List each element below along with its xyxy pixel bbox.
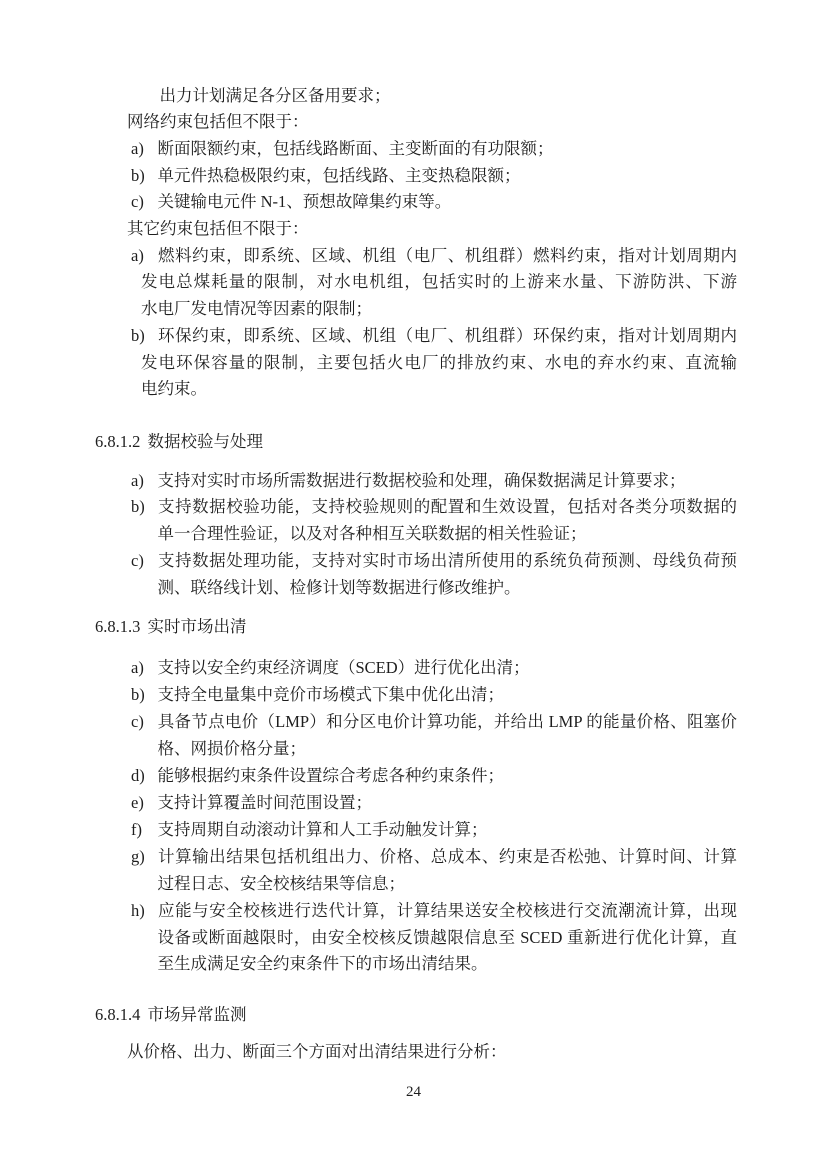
list-marker: g) — [131, 846, 145, 866]
list-item-line — [131, 322, 737, 349]
list-marker: a) — [131, 657, 144, 677]
paragraph-line — [141, 375, 207, 402]
list-marker: e) — [131, 792, 144, 812]
line-text: 关键输电元件 N-1、预想故障集约束等。 — [157, 192, 452, 212]
page-number: 24 — [406, 1084, 421, 1100]
line-text: 应能与安全校核进行迭代计算，计算结果送安全校核进行交流潮流计算，出现 — [157, 900, 737, 920]
list-marker: c) — [131, 711, 144, 731]
line-text: 6.8.1.2 数据校验与处理 — [95, 432, 263, 451]
line-text: 支持全电量集中竞价市场模式下集中优化出清； — [157, 684, 504, 704]
line-text: 6.8.1.4 市场异常监测 — [95, 1004, 247, 1024]
list-marker: a) — [131, 245, 144, 265]
line-text: 从价格、出力、断面三个方面对出清结果进行分析： — [127, 1041, 507, 1061]
paragraph-line — [141, 295, 372, 322]
line-text: 单一合理性验证，以及对各种相互关联数据的相关性验证； — [157, 523, 587, 543]
line-text: 具备节点电价（LMP）和分区电价计算功能，并给出 LMP 的能量价格、阻塞价 — [157, 711, 737, 731]
line-text: 水电厂发电情况等因素的限制； — [141, 299, 372, 319]
list-marker: b) — [131, 165, 145, 185]
line-text: 计算输出结果包括机组出力、价格、总成本、约束是否松弛、计算时间、计算 — [157, 846, 737, 866]
list-marker: c) — [131, 192, 144, 212]
line-text: 发电环保容量的限制，主要包括火电厂的排放约束、水电的弃水约束、直流输 — [141, 352, 737, 372]
paragraph-line — [141, 349, 737, 376]
paragraph-line — [158, 950, 488, 977]
paragraph-line — [158, 574, 521, 601]
list-item-line — [131, 188, 451, 215]
line-text: 网络约束包括但不限于： — [127, 112, 309, 132]
list-item-line — [131, 816, 488, 843]
line-text: 燃料约束，即系统、区域、机组（电厂、机组群）燃料约束，指对计划周期内 — [157, 245, 737, 265]
section-heading — [95, 428, 263, 455]
list-marker: a) — [131, 138, 144, 158]
paragraph-line — [127, 215, 309, 242]
list-marker: b) — [131, 325, 145, 345]
line-text: 支持周期自动滚动计算和人工手动触发计算； — [157, 819, 488, 839]
line-text: 测、联络线计划、检修计划等数据进行修改维护。 — [157, 577, 521, 597]
paragraph-line — [158, 870, 406, 897]
list-item-line — [131, 467, 686, 494]
line-text: 过程日志、安全校核结果等信息； — [157, 873, 405, 893]
list-marker: a) — [131, 470, 144, 490]
list-item-line — [131, 135, 554, 162]
line-text: 发电总煤耗量的限制，对水电机组，包括实时的上游来水量、下游防洪、下游 — [141, 272, 737, 292]
line-text: 能够根据约束条件设置综合考虑各种约束条件； — [157, 765, 504, 785]
line-text: 支持数据处理功能，支持对实时市场出清所使用的系统负荷预测、母线负荷预 — [157, 550, 737, 570]
paragraph-line — [127, 108, 309, 135]
list-item-line — [131, 681, 504, 708]
list-item-line — [131, 789, 372, 816]
line-text: 支持数据校验功能，支持校验规则的配置和生效设置，包括对各类分项数据的 — [157, 497, 737, 517]
list-marker: h) — [131, 900, 145, 920]
paragraph-line — [158, 924, 738, 951]
section-heading — [95, 1001, 247, 1028]
line-text: 至生成满足安全约束条件下的市场出清结果。 — [157, 954, 488, 974]
paragraph-line — [158, 735, 307, 762]
paragraph-line — [127, 1038, 507, 1065]
paragraph-line — [141, 268, 737, 295]
list-marker: d) — [131, 765, 145, 785]
line-text: 支持对实时市场所需数据进行数据校验和处理，确保数据满足计算要求； — [157, 470, 686, 490]
line-text: 出力计划满足各分区备用要求； — [159, 85, 391, 105]
list-item-line — [131, 897, 737, 924]
line-text: 环保约束，即系统、区域、机组（电厂、机组群）环保约束，指对计划周期内 — [157, 325, 737, 345]
list-marker: f) — [131, 819, 142, 839]
line-text: 支持以安全约束经济调度（SCED）进行优化出清； — [157, 657, 530, 677]
paragraph-line — [160, 82, 391, 109]
paragraph-line — [158, 520, 587, 547]
list-item-line — [131, 162, 521, 189]
line-text: 格、网损价格分量； — [157, 738, 306, 758]
list-marker: c) — [131, 550, 144, 570]
list-item-line — [131, 762, 504, 789]
line-text: 单元件热稳极限约束，包括线路、主变热稳限额； — [157, 165, 521, 185]
line-text: 断面限额约束，包括线路断面、主变断面的有功限额； — [157, 138, 554, 158]
line-text: 支持计算覆盖时间范围设置； — [157, 792, 372, 812]
section-heading — [95, 613, 247, 640]
line-text: 6.8.1.3 实时市场出清 — [95, 616, 247, 636]
line-text: 设备或断面越限时，由安全校核反馈越限信息至 SCED 重新进行优化计算，直 — [157, 927, 737, 947]
list-item-line — [131, 242, 737, 269]
list-marker: b) — [131, 684, 145, 704]
list-item-line — [131, 654, 530, 681]
list-item-line — [131, 708, 737, 735]
line-text: 其它约束包括但不限于： — [127, 219, 309, 238]
list-item-line — [131, 493, 737, 520]
list-marker: b) — [131, 497, 145, 517]
list-item-line — [131, 843, 737, 870]
list-item-line — [131, 547, 737, 574]
line-text: 电约束。 — [141, 379, 207, 399]
